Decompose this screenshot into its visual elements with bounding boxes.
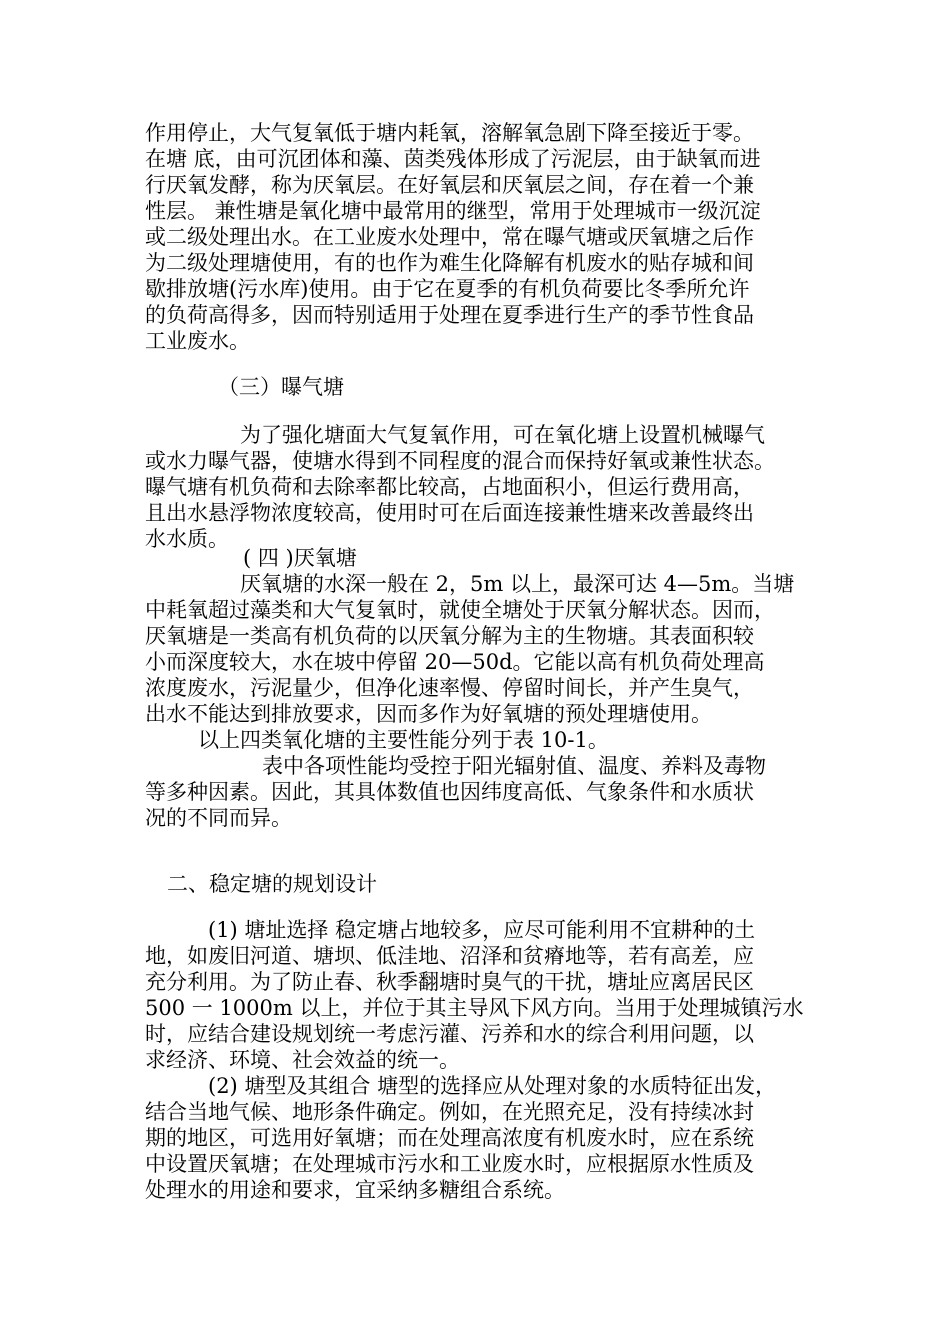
text-line: 水水质。 bbox=[145, 527, 229, 551]
text-line: (1) 塘址选择 稳定塘占地较多，应尽可能利用不宜耕种的土 bbox=[208, 918, 756, 942]
text-line: 浓度废水，污泥量少，但净化速率慢、停留时间长，并产生臭气， bbox=[145, 676, 754, 700]
text-line: 时，应结合建设规划统一考虑污灌、污养和水的综合利用问题，以 bbox=[145, 1022, 754, 1046]
text-line: 工业废水。 bbox=[145, 329, 250, 353]
text-line: 中设置厌氧塘；在处理城市污水和工业废水时，应根据原水性质及 bbox=[145, 1152, 754, 1176]
text-line: 500 一 1000m 以上，并位于其主导风下风方向。当用于处理城镇污水 bbox=[145, 996, 804, 1020]
text-line: 且出水悬浮物浓度较高，使用时可在后面连接兼性塘来改善最终出 bbox=[145, 501, 754, 525]
text-line: 中耗氧超过藻类和大气复氧时，就使全塘处于厌氧分解状态。因而， bbox=[145, 598, 775, 622]
heading-anaerobic-pond: ( 四 )厌氧塘 bbox=[243, 546, 357, 570]
text-line: 厌氧塘的水深一般在 2，5m 以上，最深可达 4—5m。当塘 bbox=[240, 572, 795, 596]
text-line: 处理水的用途和要求，宜采纳多糖组合系统。 bbox=[145, 1178, 565, 1202]
text-line: 厌氧塘是一类高有机负荷的以厌氧分解为主的生物塘。其表面积较 bbox=[145, 624, 754, 648]
text-line: 况的不同而异。 bbox=[145, 806, 292, 830]
text-line: 为了强化塘面大气复氧作用，可在氧化塘上设置机械曝气 bbox=[240, 423, 765, 447]
paragraph-summary: 以上四类氧化塘的主要性能分列于表 10-1。 bbox=[198, 728, 609, 752]
text-line: 性层。 兼性塘是氧化塘中最常用的继型，常用于处理城市一级沉淀 bbox=[145, 199, 761, 223]
text-line: 出水不能达到排放要求，因而多作为好氧塘的预处理塘使用。 bbox=[145, 702, 712, 726]
text-line: 求经济、环境、社会效益的统一。 bbox=[145, 1048, 460, 1072]
text-line: 在塘 底，由可沉团体和藻、茵类残体形成了污泥层，由于缺氧而进 bbox=[145, 147, 761, 171]
text-line: 期的地区，可选用好氧塘；而在处理高浓度有机废水时，应在系统 bbox=[145, 1126, 754, 1150]
text-line: 或二级处理出水。在工业废水处理中，常在曝气塘或厌氧塘之后作 bbox=[145, 225, 754, 249]
text-line: 地，如废旧河道、塘坝、低洼地、沼泽和贫瘠地等，若有高差，应 bbox=[145, 944, 754, 968]
text-line: 为二级处理塘使用，有的也作为难生化降解有机废水的贴存城和间 bbox=[145, 251, 754, 275]
text-line: 或水力曝气器，使塘水得到不同程度的混合而保持好氧或兼性状态。 bbox=[145, 449, 775, 473]
text-line: 曝气塘有机负荷和去除率都比较高，占地面积小，但运行费用高， bbox=[145, 475, 754, 499]
text-line: 表中各项性能均受控于阳光辐射值、温度、养料及毒物 bbox=[262, 754, 766, 778]
text-line: 作用停止，大气复氧低于塘内耗氧，溶解氧急剧下降至接近于零。 bbox=[145, 121, 754, 145]
heading-section-two: 二、稳定塘的规划设计 bbox=[167, 872, 377, 896]
heading-aerated-pond: （三）曝气塘 bbox=[218, 375, 344, 399]
text-line: 结合当地气候、地形条件确定。例如，在光照充足，没有持续冰封 bbox=[145, 1100, 754, 1124]
text-line: 等多种因素。因此，其具体数值也因纬度高低、气象条件和水质状 bbox=[145, 780, 754, 804]
text-line: 的负荷高得多，因而特别适用于处理在夏季进行生产的季节性食品 bbox=[145, 303, 754, 327]
text-line: 行厌氧发酵，称为厌氧层。在好氧层和厌氧层之间，存在着一个兼 bbox=[145, 173, 754, 197]
text-line: (2) 塘型及其组合 塘型的选择应从处理对象的水质特征出发， bbox=[208, 1074, 777, 1098]
text-line: 小而深度较大，水在坡中停留 20—50d。它能以高有机负荷处理高 bbox=[145, 650, 765, 674]
text-line: 歇排放塘(污水库)使用。由于它在夏季的有机负荷要比冬季所允许 bbox=[145, 277, 750, 301]
text-line: 充分利用。为了防止春、秋季翻塘时臭气的干扰，塘址应离居民区 bbox=[145, 970, 754, 994]
